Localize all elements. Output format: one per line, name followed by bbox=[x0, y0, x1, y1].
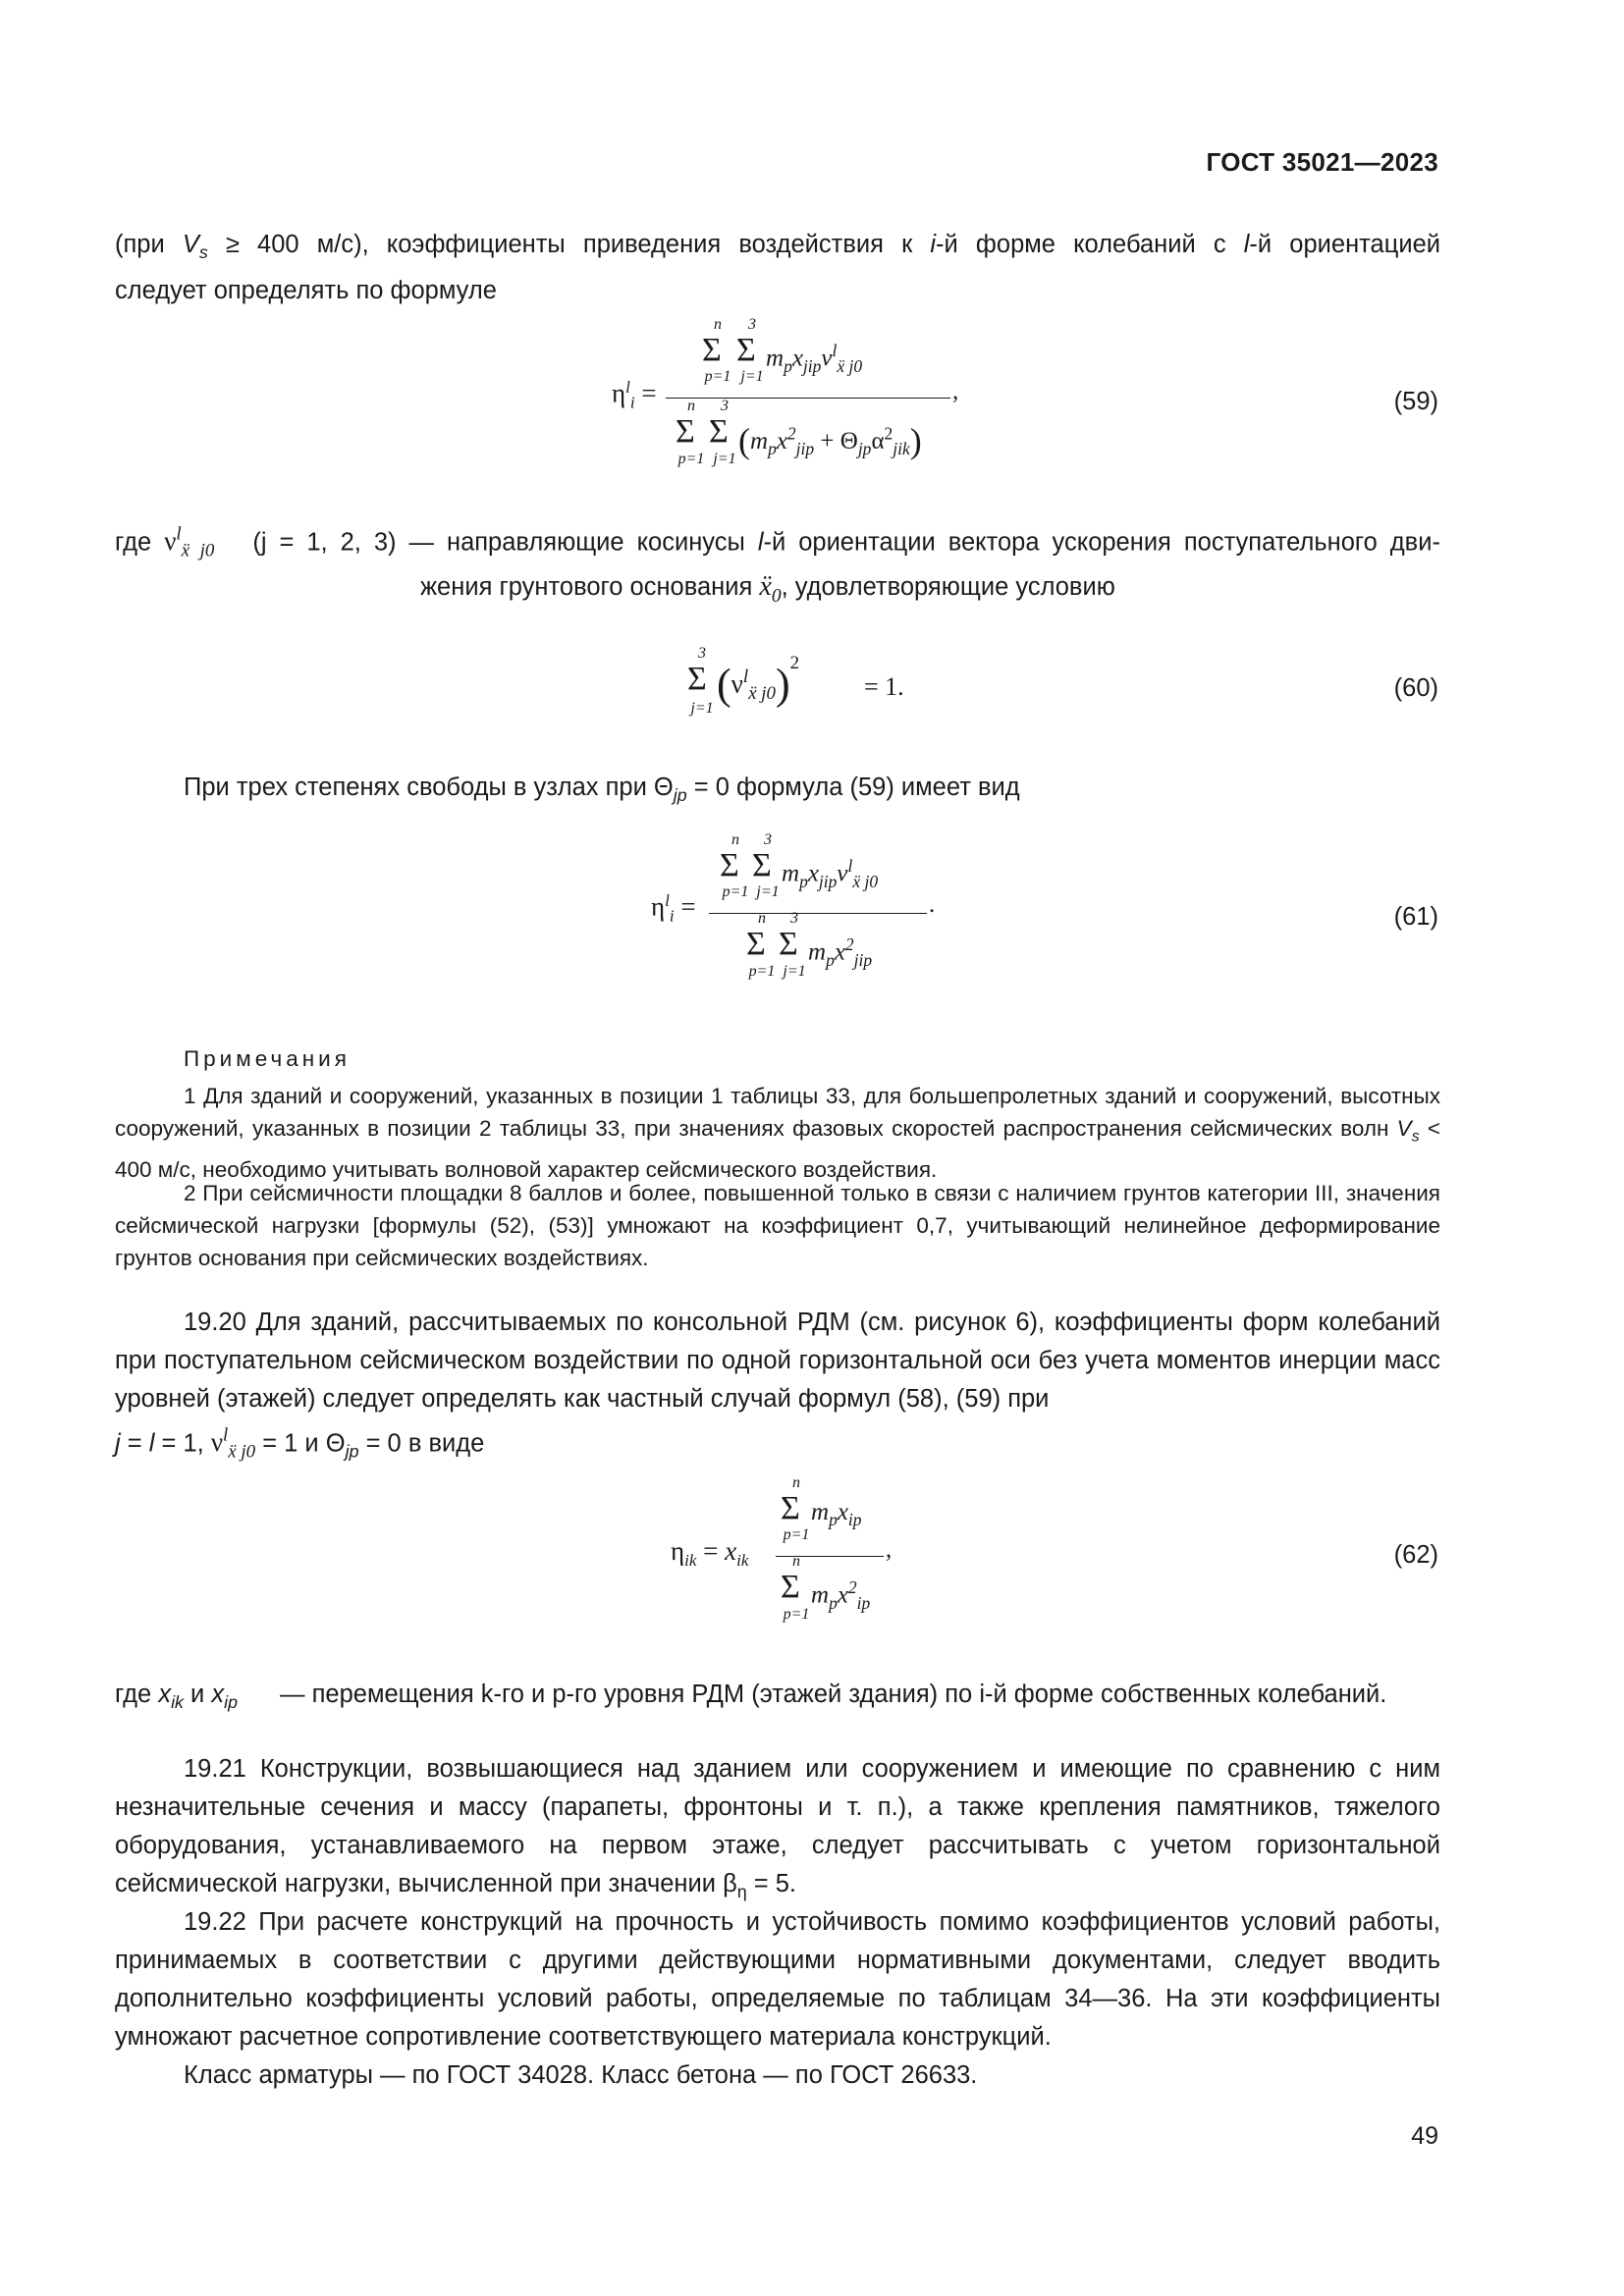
formula-62: $\eta_{ik} = x_{ik}$ Σ n p=1 $m_px_{ip}$ Σ n p=1 $m_px^2_{ip}$ , bbox=[671, 1474, 893, 1623]
standard-number: ГОСТ 35021—2023 bbox=[1206, 147, 1438, 177]
note-2: 2 При сейсмичности площадки 8 баллов и более, повышенной только в связи с наличием грунтов категории III, значения сейсмической нагрузки [формулы (52), (53)] умножают на коэффициент 0,7, учитывающий нелинейное деформирование грунтов основания при сейсмических воздействиях. bbox=[115, 1181, 1440, 1270]
where-clause-1: где $\nu^l_{ẍ j0}$ (j = 1, 2, 3) — направляющие косинусы l-й ориентации вектора ускорения поступательного дви- bbox=[115, 524, 1440, 561]
where-clause-1-cont: жения грунтового основания ẍ$_0$, удовлетворяющие условию bbox=[420, 571, 1115, 607]
reinforcement-class-line: Класс арматуры — по ГОСТ 34028. Класс бетона — по ГОСТ 26633. bbox=[184, 2061, 978, 2089]
where-clause-2-lead: где $x_{ik}$ и $x_{ip}$ bbox=[115, 1681, 239, 1713]
page-number: 49 bbox=[1411, 2122, 1438, 2150]
equation-number-60: (60) bbox=[1393, 674, 1438, 702]
section-19-22: 19.22 При расчете конструкций на прочность и устойчивость помимо коэффициентов условий работы, принимаемых в соответствии с другими действующими нормативными документами, следует вводить дополнительно коэффициенты условий работы, определяемые по таблицам 34—36. На эти коэффициенты умножают расчетное сопротивление соответствующего материала конструкций. bbox=[115, 1908, 1440, 2051]
notes-title: Примечания bbox=[184, 1046, 351, 1071]
section-19-20: 19.20 Для зданий, рассчитываемых по консольной РДМ (см. рисунок 6), коэффициенты форм колебаний при поступательном сейсмическом воздействии по одной горизонтальной оси без учета моментов инерции масс уровней (этажей) следует определять как частный случай формул (58), (59) при bbox=[115, 1308, 1440, 1413]
section-19-21: 19.21 Конструкции, возвышающиеся над зданием или сооружением и имеющие по сравнению с ним незначительные сечения и массу (парапеты, фронтоны и т. п.), а также крепления памятников, тяжелого оборудования, устанавливаемого на первом этаже, следует рассчитывать с учетом горизонтальной сейсмической нагрузки, вычисленной при значении $\beta_\eta = 5$. bbox=[115, 1755, 1440, 1902]
paragraph-intro: (при $V_s \ge 400$ м/с), коэффициенты приведения воздействия к i-й форме колебаний с l-й ориентацией следует определять по формуле bbox=[115, 231, 1440, 305]
equation-number-62: (62) bbox=[1393, 1541, 1438, 1569]
equation-number-59: (59) bbox=[1393, 388, 1438, 415]
formula-59: $\eta^l_i$ = Σ n p=1 Σ 3 j=1 $m_px_{jip}\nu^l_{ẍ j0}$ Σ n p=1 Σ 3 j=1 $(m_px^2_{jip} + \Theta_{jp}\alpha^2_{jik})$ , bbox=[612, 316, 959, 467]
section-19-20-tail: j = l = 1, $\nu^l_{ẍ j0} = 1$ и $\Theta_{jp} = 0$ в виде bbox=[115, 1425, 485, 1463]
formula-60: Σ 3 j=1 $(\nu^l_{ẍ j0})^2$ = 1. bbox=[687, 645, 904, 717]
note-1: 1 Для зданий и сооружений, указанных в позиции 1 таблицы 33, для большепролетных зданий и сооружений, высотных сооружений, указанных в позиции 2 таблицы 33, при значениях фазовых скоростей распространения сейсмических волн $V_s < 400$ м/с, необходимо учитывать волновой характер сейсмического воздействия. bbox=[115, 1084, 1440, 1182]
formula-61: $\eta^l_i$ = Σ n p=1 Σ 3 j=1 $m_px_{jip}\nu^l_{ẍ j0}$ Σ n p=1 Σ 3 j=1 $m_px^2_{jip}$ . bbox=[651, 831, 936, 980]
equation-number-61: (61) bbox=[1393, 903, 1438, 931]
where-clause-2-text: — перемещения k-го и p-го уровня РДМ (этажей здания) по i-й форме собственных колебаний. bbox=[280, 1681, 1387, 1708]
paragraph-three-degrees: При трех степенях свободы в узлах при $\Theta_{jp} = 0$ формула (59) имеет вид bbox=[184, 774, 1020, 806]
